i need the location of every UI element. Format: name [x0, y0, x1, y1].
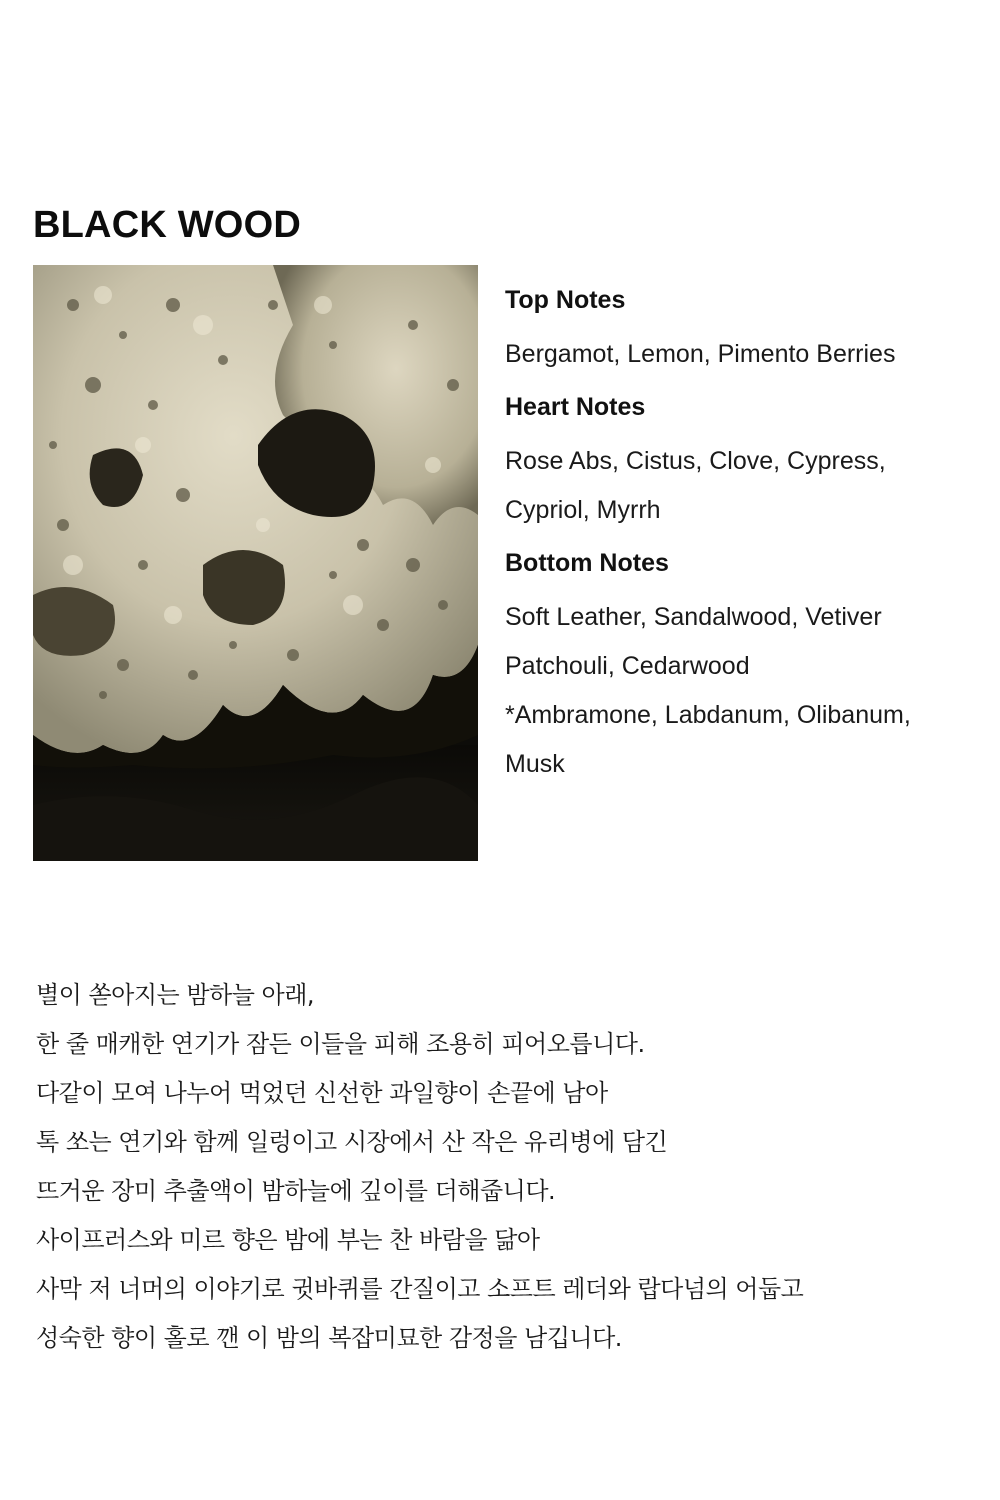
description-line: 한 줄 매캐한 연기가 잠든 이들을 피해 조용히 피어오릅니다. [36, 1030, 645, 1058]
description-line: 뜨거운 장미 추출액이 밤하늘에 깊이를 더해줍니다. [36, 1177, 556, 1205]
bottom-notes-heading: Bottom Notes [505, 549, 669, 577]
heart-notes-line: Rose Abs, Cistus, Clove, Cypress, [505, 447, 886, 475]
description-line: 성숙한 향이 홀로 깬 이 밤의 복잡미묘한 감정을 남깁니다. [36, 1324, 622, 1352]
heart-notes-line: Cypriol, Myrrh [505, 496, 661, 524]
rock-texture-image [33, 265, 478, 861]
fragrance-description [36, 971, 966, 1363]
top-notes-heading: Top Notes [505, 286, 626, 314]
product-title: BLACK WOOD [33, 204, 301, 246]
description-line: 사이프러스와 미르 향은 밤에 부는 찬 바람을 닮아 [36, 1226, 540, 1254]
description-line: 사막 저 너머의 이야기로 귓바퀴를 간질이고 소프트 레더와 랍다넘의 어둡고 [36, 1275, 804, 1303]
top-notes-line: Bergamot, Lemon, Pimento Berries [505, 340, 896, 368]
description-line: 톡 쏘는 연기와 함께 일렁이고 시장에서 산 작은 유리병에 담긴 [36, 1128, 668, 1156]
description-line: 다같이 모여 나누어 먹었던 신선한 과일향이 손끝에 남아 [36, 1079, 608, 1107]
bottom-notes-line: Patchouli, Cedarwood [505, 652, 750, 680]
bottom-notes-line: *Ambramone, Labdanum, Olibanum, [505, 701, 911, 729]
fragrance-notes [505, 282, 975, 789]
heart-notes-heading: Heart Notes [505, 393, 646, 421]
bottom-notes-line: Soft Leather, Sandalwood, Vetiver [505, 603, 882, 631]
description-line: 별이 쏟아지는 밤하늘 아래, [36, 981, 315, 1009]
bottom-notes-line: Musk [505, 750, 565, 778]
